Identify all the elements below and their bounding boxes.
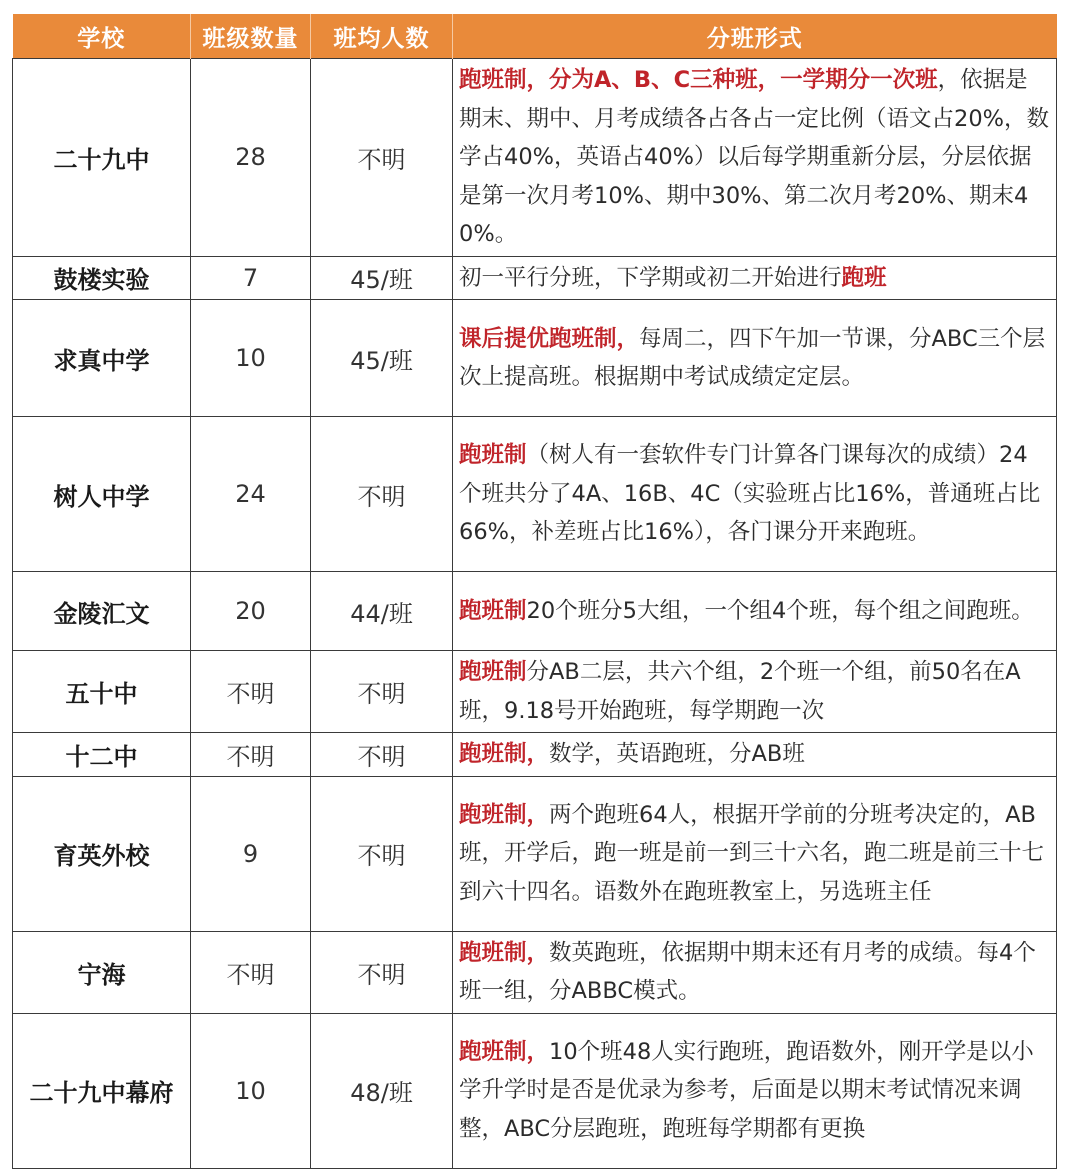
grouping-desc: [453, 417, 1057, 572]
header-grouping: 分班形式: [453, 14, 1057, 59]
grouping-text: ，依据是期末、期中、月考成绩各占各占一定比例（语文占20%，数学占40%，英语占40%）以后每学期重新分层，分层依据是第一次月考10%、期中30%、第二次月考20%、期末40%。: [459, 67, 1050, 247]
grouping-highlight: 跑班制，: [459, 939, 550, 966]
grouping-text: 分AB二层，共六个组，2个班一个组，前50名在A班，9.18号开始跑班，每学期跑一次: [459, 659, 1021, 724]
grouping-desc: [453, 931, 1057, 1013]
school-name: 二十九中幕府: [13, 1013, 191, 1168]
grouping-highlight: 跑班制，分为A、B、C三种班，一学期分一次班: [459, 67, 938, 93]
avg-students: 不明: [311, 931, 453, 1013]
grouping-desc: [453, 651, 1057, 733]
avg-students: 44/班: [311, 572, 453, 651]
grouping-highlight: 跑班制，: [459, 1038, 550, 1065]
grouping-desc: [453, 300, 1057, 417]
school-name: 金陵汇文: [13, 572, 191, 651]
avg-students: 不明: [311, 651, 453, 733]
header-avg-students: 班均人数: [311, 14, 453, 59]
school-name: 五十中: [13, 651, 191, 733]
school-name: 树人中学: [13, 417, 191, 572]
avg-students: 不明: [311, 776, 453, 931]
grouping-desc: [453, 59, 1057, 257]
table-row: [13, 1013, 1057, 1168]
table-row: [13, 256, 1057, 300]
header-row: [13, 14, 1057, 59]
header-class-count: 班级数量: [191, 14, 311, 59]
grouping-desc: [453, 733, 1057, 777]
avg-students: 不明: [311, 59, 453, 257]
grouping-highlight: 跑班制，: [459, 741, 550, 767]
class-count: 28: [191, 59, 311, 257]
table-row: [13, 733, 1057, 777]
table-row: [13, 776, 1057, 931]
grouping-text: 20个班分5大组，一个组4个班，每个组之间跑班。: [526, 597, 1034, 624]
table-row: [13, 931, 1057, 1013]
grouping-text: 两个跑班64人，根据开学前的分班考决定的，AB班，开学后，跑一班是前一到三十六名，跑二班是前三十七到六十四名。语数外在跑班教室上，另选班主任: [459, 801, 1045, 905]
grouping-text: 每周二，四下午加一节课，分ABC三个层次上提高班。根据期中考试成绩定定层。: [459, 325, 1046, 390]
class-count: 不明: [191, 733, 311, 777]
grouping-highlight: 跑班制: [459, 659, 527, 685]
class-count: 不明: [191, 931, 311, 1013]
grouping-text-pre: 初一平行分班，下学期或初二开始进行: [459, 264, 842, 291]
avg-students: 不明: [311, 733, 453, 777]
grouping-text: 10个班48人实行跑班，跑语数外，刚开学是以小学升学时是否是优录为参考，后面是以期末考试情况来调整，ABC分层跑班，跑班每学期都有更换: [459, 1038, 1034, 1142]
class-count: 24: [191, 417, 311, 572]
header-school: 学校: [13, 14, 191, 59]
table-row: [13, 59, 1057, 257]
school-name: 十二中: [13, 733, 191, 777]
avg-students: 45/班: [311, 256, 453, 300]
grouping-text: （树人有一套软件专门计算各门课每次的成绩）24个班共分了4A、16B、4C（实验班占比16%，普通班占比66%，补差班占比16%），各门课分开来跑班。: [459, 442, 1041, 546]
avg-students: 不明: [311, 417, 453, 572]
grouping-desc: [453, 572, 1057, 651]
class-count: 7: [191, 256, 311, 300]
school-class-table: [12, 14, 1057, 1169]
grouping-desc: [453, 1013, 1057, 1168]
grouping-desc: [453, 256, 1057, 300]
school-name: 育英外校: [13, 776, 191, 931]
avg-students: 45/班: [311, 300, 453, 417]
school-name: 二十九中: [13, 59, 191, 257]
table-row: [13, 417, 1057, 572]
grouping-highlight: 跑班制，: [459, 801, 550, 828]
class-count: 10: [191, 1013, 311, 1168]
class-count: 10: [191, 300, 311, 417]
grouping-highlight: 跑班制: [459, 597, 527, 624]
school-name: 宁海: [13, 931, 191, 1013]
avg-students: 48/班: [311, 1013, 453, 1168]
table-row: [13, 300, 1057, 417]
class-count: 20: [191, 572, 311, 651]
school-class-table-frame: [12, 14, 1056, 1169]
table-row: [13, 572, 1057, 651]
school-name: 求真中学: [13, 300, 191, 417]
grouping-desc: [453, 776, 1057, 931]
grouping-highlight: 课后提优跑班制，: [459, 325, 640, 352]
class-count: 9: [191, 776, 311, 931]
grouping-text: 数学，英语跑班，分AB班: [549, 741, 805, 767]
class-count: 不明: [191, 651, 311, 733]
grouping-highlight: 跑班: [841, 264, 887, 291]
grouping-text: 数英跑班，依据期中期末还有月考的成绩。每4个班一组，分ABBC模式。: [459, 939, 1036, 1004]
table-row: [13, 651, 1057, 733]
grouping-highlight: 跑班制: [459, 442, 527, 469]
school-name: 鼓楼实验: [13, 256, 191, 300]
